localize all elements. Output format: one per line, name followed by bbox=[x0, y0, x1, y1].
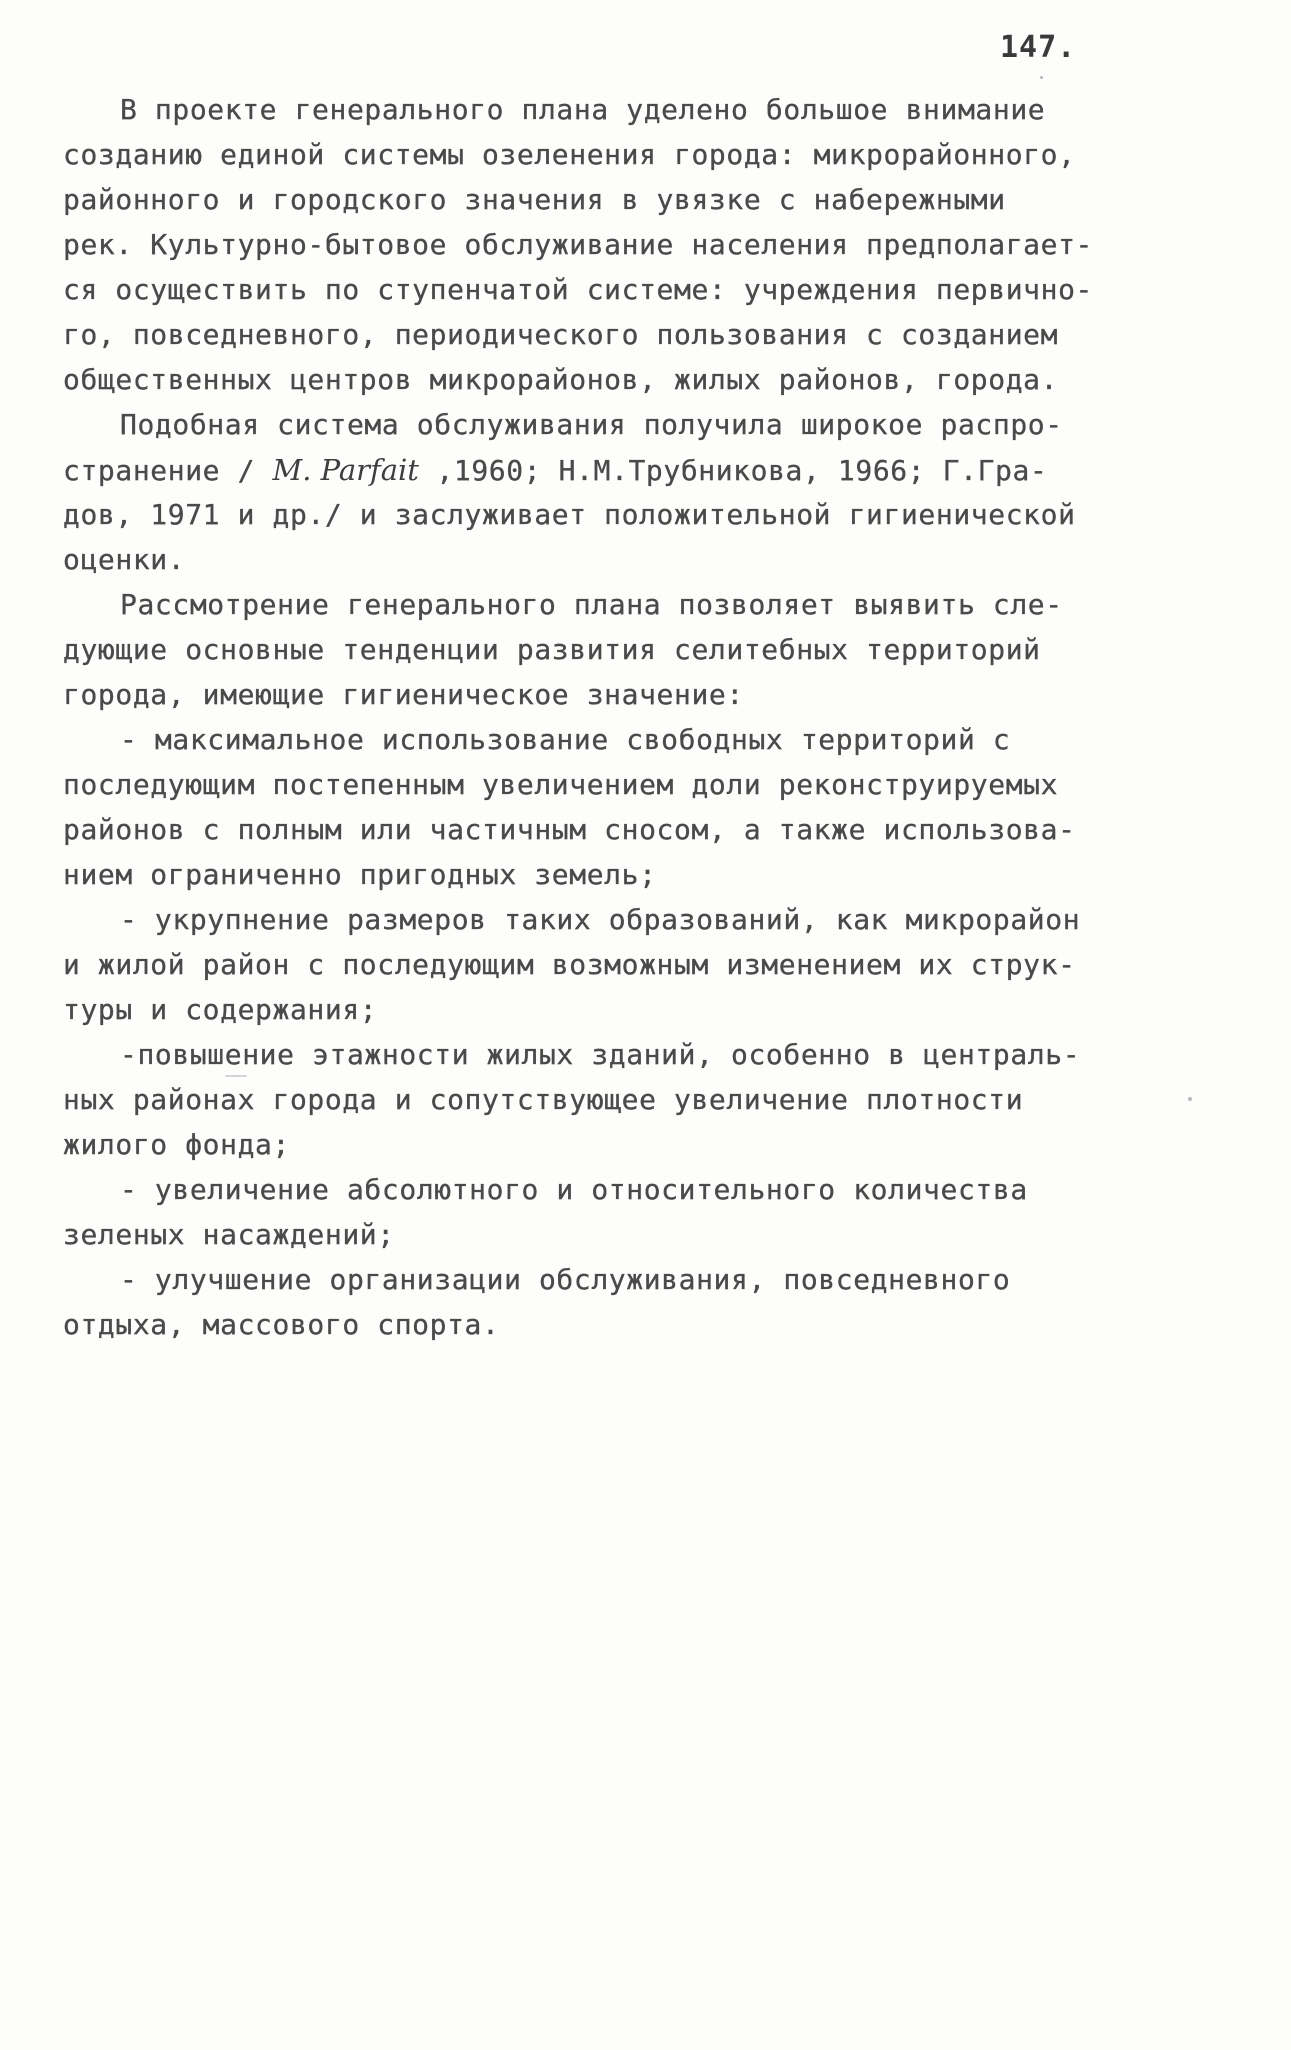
text-line: оценки. bbox=[63, 543, 186, 576]
text-line: ся осуществить по ступенчатой системе: учреждения первично- bbox=[63, 273, 1093, 306]
list-item-line: -повышение этажности жилых зданий, особенно в централь- bbox=[120, 1038, 1081, 1071]
paper-speck bbox=[1040, 76, 1043, 79]
text-line: зеленых насаждений; bbox=[63, 1218, 395, 1251]
text-line: отдыха, массового спорта. bbox=[63, 1308, 500, 1341]
text-line: последующим постепенным увеличением доли реконструируемых bbox=[63, 768, 1059, 801]
text-line: го, повседневного, периодического пользования с созданием bbox=[63, 318, 1059, 351]
list-item-line: - укрупнение размеров таких образований, как микрорайон bbox=[120, 903, 1081, 936]
text-segment: странение / bbox=[63, 454, 273, 487]
text-segment: ,1960; Н.М.Трубникова, 1966; Г.Гра- bbox=[418, 454, 1048, 487]
text-line: и жилой район с последующим возможным изменением их струк- bbox=[63, 948, 1076, 981]
paper-speck bbox=[1188, 1097, 1192, 1101]
text-line: В проекте генерального плана уделено большое внимание bbox=[120, 93, 1046, 126]
text-line: дующие основные тенденции развития селитебных территорий bbox=[63, 633, 1041, 666]
text-line: рек. Культурно-бытовое обслуживание населения предполагает- bbox=[63, 228, 1093, 261]
text-line: Рассмотрение генерального плана позволяет выявить сле- bbox=[120, 588, 1063, 621]
text-line: дов, 1971 и др./ и заслуживает положительной гигиенической bbox=[63, 498, 1076, 531]
text-line-with-handwritten-citation bbox=[63, 450, 1223, 491]
text-line: нием ограниченно пригодных земель; bbox=[63, 858, 657, 891]
text-line: общественных центров микрорайонов, жилых районов, города. bbox=[63, 363, 1059, 396]
list-item-line: - увеличение абсолютного и относительного количества bbox=[120, 1173, 1028, 1206]
page-number: 147. bbox=[1000, 30, 1077, 65]
text-line: районов с полным или частичным сносом, а также использова- bbox=[63, 813, 1076, 846]
text-line: созданию единой системы озеленения города: микрорайонного, bbox=[63, 138, 1076, 171]
paper-mark bbox=[225, 1075, 247, 1077]
list-item-line: - улучшение организации обслуживания, повседневного bbox=[120, 1263, 1011, 1296]
text-line: Подобная система обслуживания получила широкое распро- bbox=[120, 408, 1063, 441]
text-line: жилого фонда; bbox=[63, 1128, 290, 1161]
text-line: города, имеющие гигиеническое значение: bbox=[63, 678, 744, 711]
handwritten-citation: M. Parfait bbox=[272, 453, 419, 487]
text-line: туры и содержания; bbox=[63, 993, 378, 1026]
text-line: районного и городского значения в увязке с набережными bbox=[63, 183, 1006, 216]
list-item-line: - максимальное использование свободных территорий с bbox=[120, 723, 1011, 756]
text-line: ных районах города и сопутствующее увеличение плотности bbox=[63, 1083, 1024, 1116]
